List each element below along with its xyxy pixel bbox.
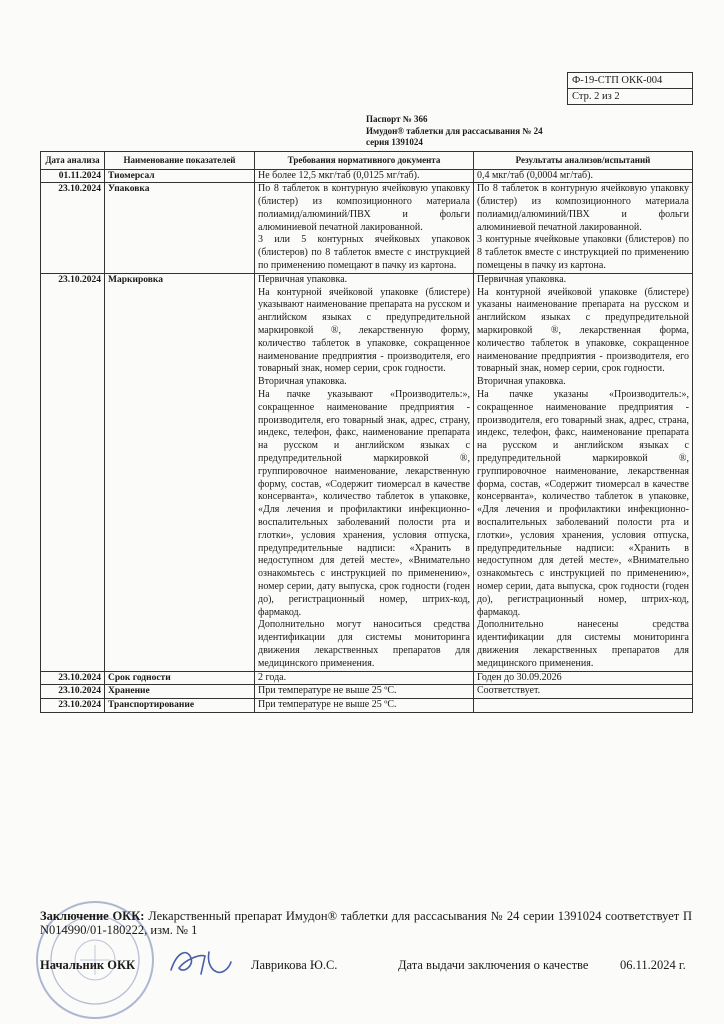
row-date: 23.10.2024 — [41, 671, 105, 685]
head-position: Начальник ОКК — [40, 958, 136, 972]
conclusion-label: Заключение ОКК: — [40, 909, 145, 923]
result-paragraph: Первичная упаковка. — [477, 273, 567, 285]
requirement-paragraph: Дополнительно могут наноситься средства идентификации для системы мониторинга движения лекарственных препаратов для медицинского применения. — [258, 619, 470, 669]
table-row — [41, 671, 693, 685]
row-result: Годен до 30.09.2026 — [474, 671, 693, 685]
row-result — [474, 183, 693, 274]
table-row — [41, 685, 693, 699]
requirement-paragraph: На пачке указывают «Производитель:», сокращенное наименование предприятия - производителя, его товарный знак, адрес, страну, индекс, телефон, факс, наименование препарата на русском и английском языках с предупредительной маркировкой ®, группировочное наименование, лекарственную форму, состав, «Содержит тиомерсал в качестве консерванта», количество таблеток в упаковке, «Для лечения и профилактики инфекционно-воспалительных заболеваний полости рта и глотки», условия хранения, условия отпуска, предупредительные надписи: «Хранить в недоступном для детей месте», «Внимательно ознакомьтесь с инструкцией по применению», номер серии, дату выпуска, срок годности (годен до), регистрационный номер, штрих-код, фармакод. — [258, 389, 470, 618]
row-requirement — [255, 183, 474, 274]
result-paragraph: 3 контурные ячейковые упаковки (блистеров) по 8 таблеток вместе с инструкцией по применению помещены в пачку из картона. — [477, 234, 689, 272]
row-indicator: Срок годности — [105, 671, 255, 685]
table-row — [41, 273, 693, 671]
row-indicator: Упаковка — [105, 183, 255, 274]
head-name: Лаврикова Ю.С. — [251, 958, 338, 972]
row-indicator: Маркировка — [105, 273, 255, 671]
row-requirement — [255, 273, 474, 671]
result-paragraph: На пачке указаны «Производитель:», сокращенное наименование предприятия - производителя, его товарный знак, адрес, страна, индекс, телефон, факс, наименование препарата на русском и английском языках с предупредительной маркировкой ®, группировочное наименование, лекарственная форма, состав, «Содержит тиомерсал в качестве консерванта», количество таблеток в упаковке, «Для лечения и профилактики инфекционно-воспалительных заболеваний полости рта и глотки», условия хранения, условия отпуска, предупредительные надписи: «Хранить в недоступном для детей месте», «Внимательно ознакомьтесь с инструкцией по применению», номер серии, дата выпуска, срок годности (годен до), регистрационный номер, штрих-код, фармакод. — [477, 389, 689, 618]
result-paragraph: Дополнительно нанесены средства идентификации для системы мониторинга движения лекарственных препаратов для медицинского применения. — [477, 619, 689, 669]
result-paragraph: На контурной ячейковой упаковке (блистере) указаны наименование препарата на русском и английском языках с предупредительной маркировкой ®, лекарственная форма, количество таблеток в упаковке, сокращенное наименование предприятия - производителя, его товарный знак, номер серии, срок годности. — [477, 286, 689, 375]
requirement-paragraph: Первичная упаковка. — [258, 273, 348, 285]
row-requirement: При температуре не выше 25 ºС. — [255, 699, 474, 713]
issue-date: 06.11.2024 г. — [620, 958, 686, 972]
row-requirement: При температуре не выше 25 ºС. — [255, 685, 474, 699]
table-row — [41, 169, 693, 183]
row-date: 23.10.2024 — [41, 183, 105, 274]
row-indicator: Тиомерсал — [105, 169, 255, 183]
table-row — [41, 699, 693, 713]
passport-number: Паспорт № 366 — [366, 114, 428, 124]
form-code: Ф-19-СТП ОКК-004 — [572, 75, 663, 86]
row-indicator: Транспортирование — [105, 699, 255, 713]
row-date: 01.11.2024 — [41, 169, 105, 183]
row-requirement: 2 года. — [255, 671, 474, 685]
header-indicator: Наименование показателей — [105, 152, 255, 170]
issue-label: Дата выдачи заключения о качестве — [398, 958, 589, 972]
conclusion — [40, 909, 692, 937]
row-indicator: Хранение — [105, 685, 255, 699]
document-title — [366, 114, 543, 149]
analysis-table — [40, 151, 693, 713]
row-date: 23.10.2024 — [41, 273, 105, 671]
row-result: Соответствует. — [474, 685, 693, 699]
row-result — [474, 699, 693, 713]
form-code-box — [567, 72, 693, 105]
table-header-row — [41, 152, 693, 170]
requirement-paragraph: 3 или 5 контурных ячейковых упаковок (блистеров) по 8 таблеток вместе с инструкцией по применению помещают в пачку из картона. — [258, 234, 470, 272]
conclusion-text: Лекарственный препарат Имудон® таблетки для рассасывания № 24 серии 1391024 соответствует П N014990/01-180222, изм. № 1 — [40, 909, 693, 937]
requirement-paragraph: На контурной ячейковой упаковке (блистере) указывают наименование препарата на русском и английском языках с предупредительной маркировкой ®, лекарственную форму, количество таблеток в упаковке, сокращенное наименование предприятия - производителя, его товарный знак, номер серии, срок годности. — [258, 286, 470, 375]
product-name: Имудон® таблетки для рассасывания № 24 — [366, 125, 543, 136]
page-number: Стр. 2 из 2 — [568, 88, 692, 104]
header-date: Дата анализа — [41, 152, 105, 170]
result-paragraph: По 8 таблеток в контурную ячейковую упаковку (блистер) из композиционного материала полиамид/алюминий/ПВХ и фольги алюминиевой печатной лакированной. — [477, 183, 689, 233]
batch-number: серия 1391024 — [366, 137, 423, 147]
row-result: 0,4 мкг/таб (0,0004 мг/таб). — [474, 169, 693, 183]
row-result — [474, 273, 693, 671]
row-date: 23.10.2024 — [41, 685, 105, 699]
row-requirement: Не более 12,5 мкг/таб (0,0125 мг/таб). — [255, 169, 474, 183]
requirement-paragraph: По 8 таблеток в контурную ячейковую упаковку (блистер) из композиционного материала полиамид/алюминий/ПВХ и фольги алюминиевой печатной лакированной. — [258, 183, 470, 233]
row-date: 23.10.2024 — [41, 699, 105, 713]
requirement-paragraph: Вторичная упаковка. — [258, 376, 347, 388]
header-requirement: Требования нормативного документа — [255, 152, 474, 170]
header-result: Результаты анализов/испытаний — [474, 152, 693, 170]
result-paragraph: Вторичная упаковка. — [477, 376, 566, 388]
table-row — [41, 183, 693, 274]
signature — [165, 944, 235, 978]
